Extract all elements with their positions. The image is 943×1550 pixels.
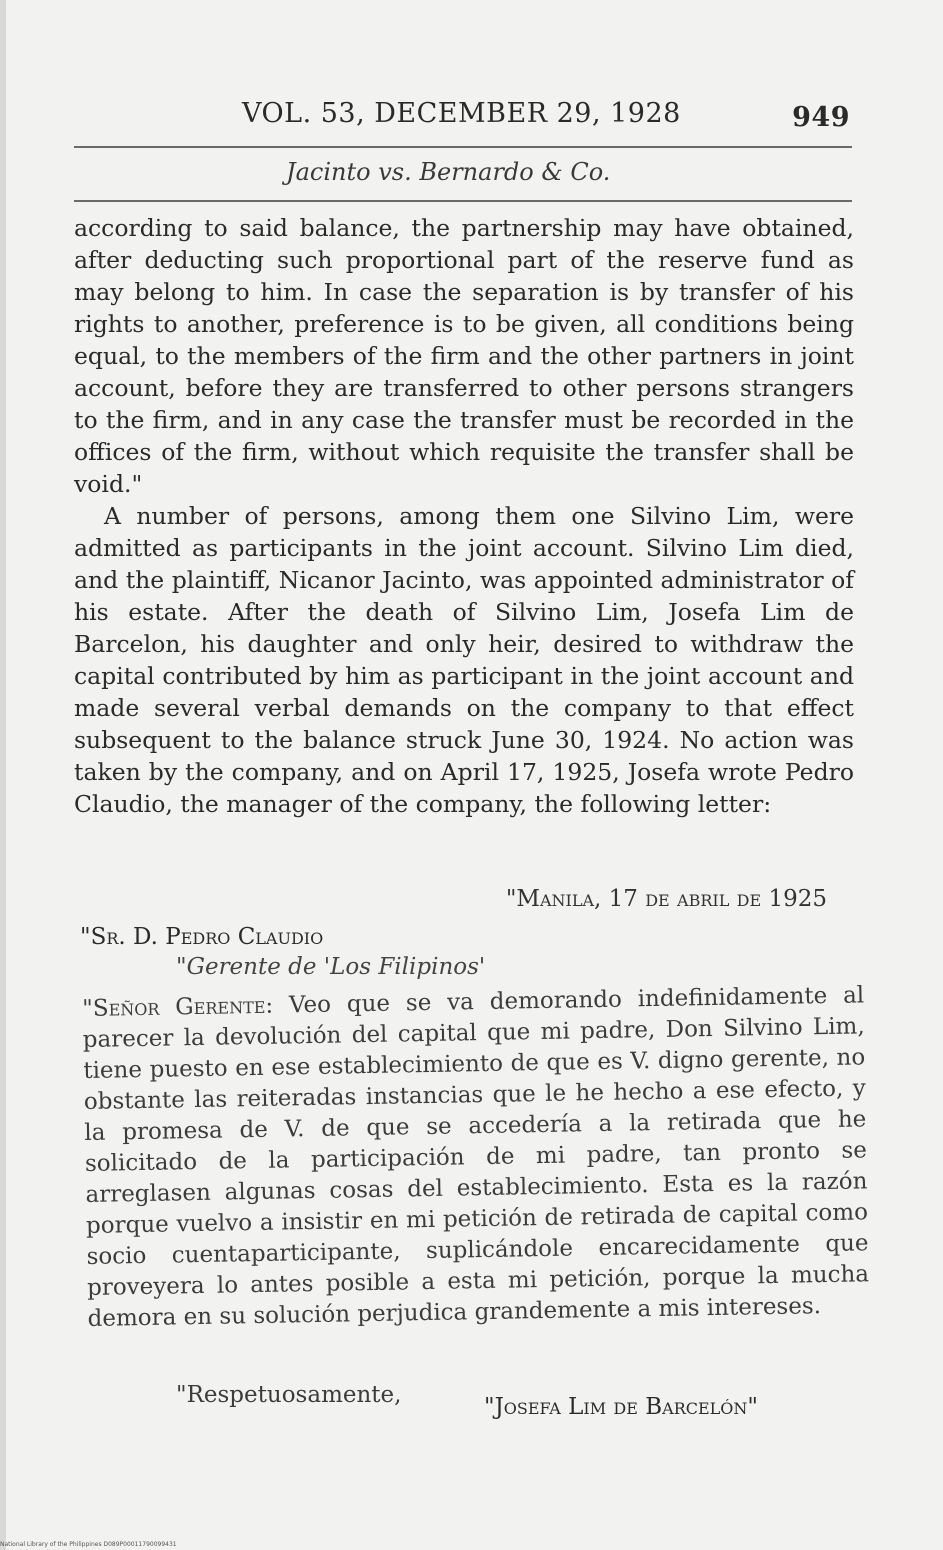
volume-date-line: VOL. 53, DECEMBER 29, 1928 <box>242 98 681 129</box>
paragraph-facts: A number of persons, among them one Silvino Lim, were admitted as participants in the joint account. Silvino Lim died, and the plaintiff, Nicanor Jacinto, was appointed administrator of his estate. After the death of Silvino Lim, Josefa Lim de Barcelon, his daughter and only heir, desired to withdraw the capital contributed by him as participant in the joint account and made several verbal demands on the company to that effect subsequent to the balance struck June 30, 1924. No action was taken by the company, and on April 17, 1925, Josefa wrote Pedro Claudio, the manager of the company, the following letter: <box>74 502 854 818</box>
letter-salutation: "Señor Gerente: <box>82 992 274 1022</box>
page-edge-shadow <box>0 0 6 1550</box>
letter-addressee-title: "Gerente de 'Los Filipinos' <box>176 954 486 980</box>
letter-signature: "Josefa Lim de Barcelón" <box>484 1394 758 1420</box>
letter-addressee: "Sr. D. Pedro Claudio <box>80 924 324 950</box>
library-footer: National Library of the Philippines D089P00011790099431 <box>0 1541 177 1548</box>
letter-dateline: "Manila, 17 de abril de 1925 <box>505 886 827 912</box>
page-number: 949 <box>792 102 850 133</box>
letter-closing: "Respetuosamente, <box>176 1382 402 1408</box>
letter-body <box>82 980 870 1335</box>
header-rule-bottom <box>74 200 852 202</box>
running-title: Jacinto vs. Bernardo & Co. <box>286 158 611 186</box>
header-rule-top <box>74 146 852 148</box>
body-text <box>74 212 854 820</box>
paragraph-continuation: according to said balance, the partnership may have obtained, after deducting such proportional part of the reserve fund as may belong to him. In case the separation is by transfer of his rights to another, preference is to be given, all conditions being equal, to the members of the firm and the other partners in joint account, before they are transferred to other persons strangers to the firm, and in any case the transfer must be recorded in the offices of the firm, without which requisite the transfer shall be void." <box>74 214 854 498</box>
letter-text: Veo que se va demorando indefinidamente al parecer la devolución del capital que mi padre, Don Silvino Lim, tiene puesto en ese establecimiento de que es V. digno gerente, no obstante las reiteradas instancias que le he hecho a ese efecto, y la promesa de V. de que se accedería a la retirada que he solicitado de la participación de mi padre, tan pronto se arreglasen algunas cosas del establecimiento. Esta es la razón porque vuelvo a insistir en mi petición de retirada de capital como socio cuentaparticipante, suplicándole encarecidamente que proveyera lo antes posible a esta mi petición, porque la mucha demora en su solución perjudica grandemente a mis intereses. <box>82 982 870 1332</box>
